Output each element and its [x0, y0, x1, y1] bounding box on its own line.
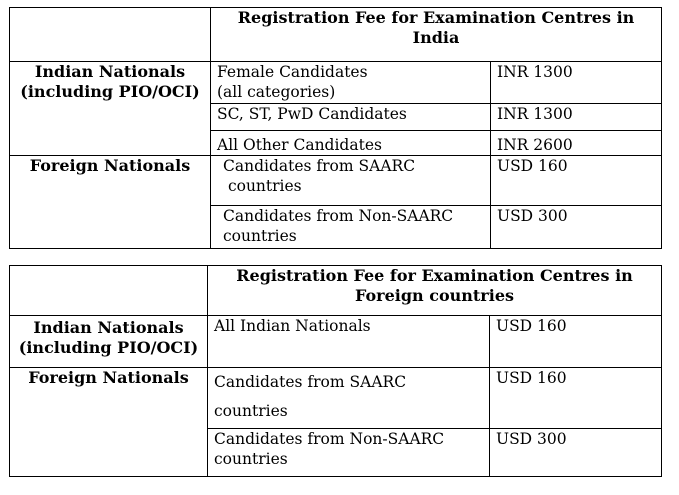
- group-foreign-nationals: Foreign Nationals: [10, 368, 208, 477]
- group-foreign-nationals: Foreign Nationals: [10, 156, 211, 249]
- fee-cell: USD 160: [490, 316, 662, 368]
- category-cell: Candidates from Non-SAARC countries: [211, 206, 491, 249]
- table-corner-cell: [10, 266, 208, 316]
- group-indian-nationals: Indian Nationals (including PIO/OCI): [10, 62, 211, 156]
- category-cell: SC, ST, PwD Candidates: [211, 104, 491, 131]
- table-header: Registration Fee for Examination Centres in India: [211, 8, 662, 62]
- table-header: Registration Fee for Examination Centres in Foreign countries: [208, 266, 662, 316]
- fee-cell: INR 1300: [491, 62, 662, 104]
- category-cell: All Indian Nationals: [208, 316, 490, 368]
- category-cell: Candidates from SAARC countries: [211, 156, 491, 206]
- category-cell: Female Candidates (all categories): [211, 62, 491, 104]
- fee-cell: INR 2600: [491, 131, 662, 156]
- fee-cell: INR 1300: [491, 104, 662, 131]
- category-cell: All Other Candidates: [211, 131, 491, 156]
- table-corner-cell: [10, 8, 211, 62]
- category-cell: Candidates from SAARC countries: [208, 368, 490, 429]
- fee-cell: USD 300: [490, 429, 662, 477]
- fee-cell: USD 160: [491, 156, 662, 206]
- fee-table-india: [9, 7, 662, 249]
- group-indian-nationals: Indian Nationals (including PIO/OCI): [10, 316, 208, 368]
- category-cell: Candidates from Non-SAARC countries: [208, 429, 490, 477]
- fee-table-foreign: [9, 265, 662, 477]
- fee-cell: USD 160: [490, 368, 662, 429]
- fee-cell: USD 300: [491, 206, 662, 249]
